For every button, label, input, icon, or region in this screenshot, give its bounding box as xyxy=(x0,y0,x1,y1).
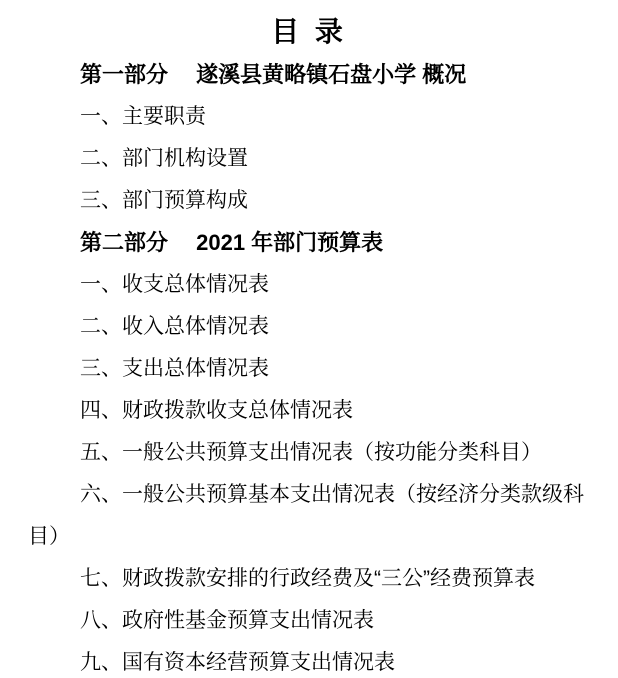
toc-entry-budget-composition: 三、部门预算构成 xyxy=(80,189,248,212)
toc-entry-fiscal-allocation-overall: 四、财政拨款收支总体情况表 xyxy=(80,399,353,422)
toc-entry-main-duties: 一、主要职责 xyxy=(80,105,206,128)
toc-entry-org-structure: 二、部门机构设置 xyxy=(80,147,248,170)
toc-entry-admin-three-public-funds: 七、财政拨款安排的行政经费及“三公”经费预算表 xyxy=(80,567,535,590)
toc-entry-state-capital-budget: 九、国有资本经营预算支出情况表 xyxy=(80,651,395,674)
toc-entry-expenditure-overall: 三、支出总体情况表 xyxy=(80,357,269,380)
section-heading-part2: 第二部分 2021 年部门预算表 xyxy=(80,230,384,255)
toc-entry-public-budget-basic-expenditure: 六、一般公共预算基本支出情况表（按经济分类款级科目） xyxy=(28,483,584,548)
section-heading-part1: 第一部分 遂溪县黄略镇石盘小学 概况 xyxy=(80,62,467,87)
page-title: 目 录 xyxy=(271,16,347,47)
toc-entry-revenue-expenditure-overall: 一、收支总体情况表 xyxy=(80,273,269,296)
toc-entry-government-fund-budget: 八、政府性基金预算支出情况表 xyxy=(80,609,374,632)
toc-entry-public-budget-expenditure: 五、一般公共预算支出情况表（按功能分类科目） xyxy=(80,441,542,464)
toc-entry-revenue-overall: 二、收入总体情况表 xyxy=(80,315,269,338)
